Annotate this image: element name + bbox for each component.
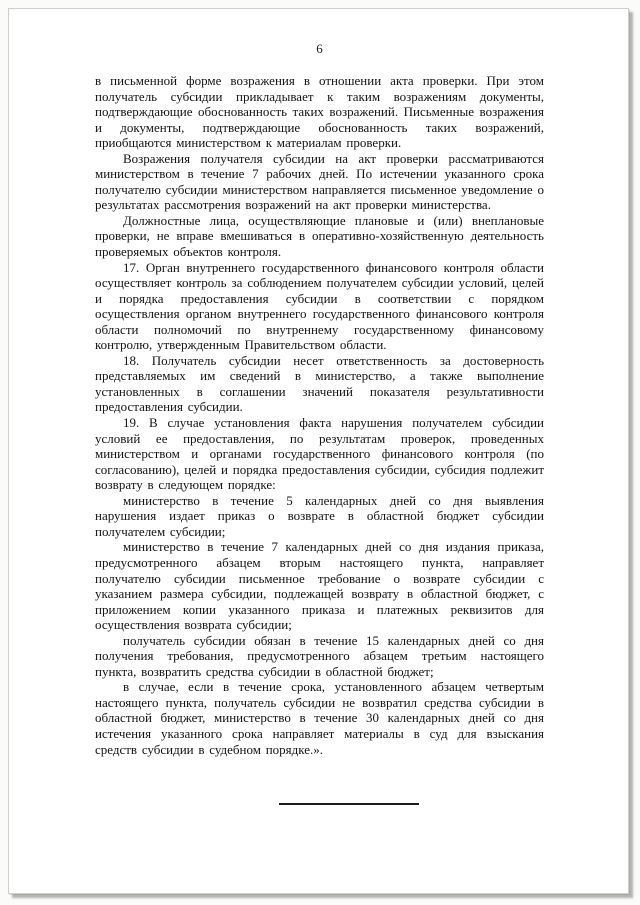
paragraph-item-19-sub-3: получатель субсидии обязан в течение 15 календарных дней со дня получения требования, предусмотренного абзацем третьим настоящего пункта, возвратить средства субсидии в областной бюджет; xyxy=(95,632,544,679)
separator-line xyxy=(279,803,419,805)
paragraph-objections-review: Возражения получателя субсидии на акт проверки рассматриваются министерством в течение 7 рабочих дней. По истечении указанного срока получателю субсидии министерством направляется письменное уведомление о результатах рассмотрения возражений на акт проверки министерства. xyxy=(95,150,544,213)
text-block xyxy=(95,73,544,757)
paragraph-item-19: 19. В случае установления факта нарушения получателем субсидии условий ее предоставления, по результатам проверок, проведенных министерством и органами государственного финансового контроля (по согласованию), целей и порядка предоставления субсидии, субсидия подлежит возврату в следующем порядке: xyxy=(95,415,544,493)
paragraph-item-19-sub-1: министерство в течение 5 календарных дней со дня выявления нарушения издает приказ о возврате в областной бюджет субсидии получателем субсидии; xyxy=(95,492,544,539)
paragraph-item-18: 18. Получатель субсидии несет ответственность за достоверность представляемых им сведений в министерство, а также выполнение установленных в соглашении значений показателя результативности предоставления субсидии. xyxy=(95,352,544,415)
paragraph-item-17: 17. Орган внутреннего государственного финансового контроля области осуществляет контроль за соблюдением получателем субсидии условий, целей и порядка предоставления субсидии в соответствии с порядком осуществления органом внутреннего государственного финансового контроля области полномочий по внутреннему государственному финансовому контролю, утвержденным Правительством области. xyxy=(95,259,544,353)
paragraph-item-19-sub-4: в случае, если в течение срока, установленного абзацем четвертым настоящего пункта, получатель субсидии не возвратил средства субсидии в областной бюджет, министерство в течение 30 календарных дней со дня истечения указанного срока направляет материалы в суд для взыскания средств субсидии в судебном порядке.». xyxy=(95,679,544,757)
page-number: 6 xyxy=(316,41,323,56)
document-page xyxy=(8,8,629,894)
paragraph-item-19-sub-2: министерство в течение 7 календарных дней со дня издания приказа, предусмотренного абзацем вторым настоящего пункта, направляет получателю субсидии письменное требование о возврате субсидии с указанием размера субсидии, подлежащей возврату в областной бюджет, с приложением копии указанного приказа и платежных реквизитов для осуществления возврата субсидии; xyxy=(95,539,544,633)
paragraph-continuation: в письменной форме возражения в отношении акта проверки. При этом получатель субсидии прикладывает к таким возражениям документы, подтверждающие обоснованность таких возражений. Письменные возражения и документы, подтверждающие обоснованность таких возражений, приобщаются министерством к материалам проверки. xyxy=(95,73,544,151)
paragraph-officials: Должностные лица, осуществляющие плановые и (или) внеплановые проверки, не вправе вмешиваться в оперативно-хозяйственную деятельность проверяемых объектов контроля. xyxy=(95,212,544,260)
